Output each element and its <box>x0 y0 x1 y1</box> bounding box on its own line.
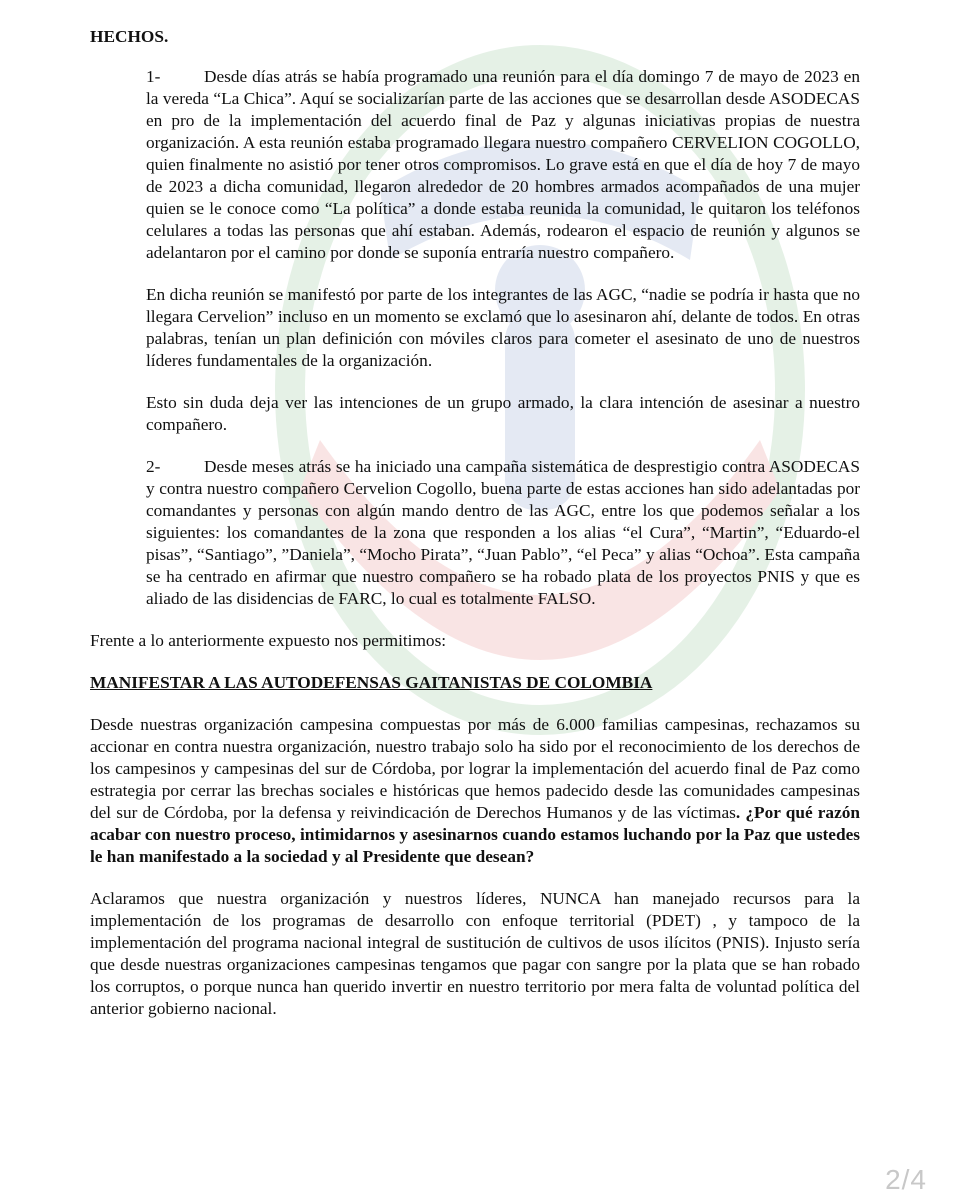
paragraph-meeting: En dicha reunión se manifestó por parte de los integrantes de las AGC, “nadie se podría ir hasta que no llegara Cervelion” incluso en un momento se exclamó que lo asesinaron ahí, delante de todos. En otras palabras, tenían un plan definición con móviles claros para cometer el asesinato de uno de nuestros líderes fundamentales de la organización. <box>146 285 860 370</box>
fact-text: Desde meses atrás se ha iniciado una campaña sistemática de desprestigio contra ASODECAS y contra nuestro compañero Cervelion Cogollo, buena parte de estas acciones han sido adelantadas por comandantes y personas con algún mando dentro de las AGC, entre los que podemos señalar a los siguientes: los comandantes de la zona que responden a los alias “el Cura”, “Martin”, “Eduardo-el pisas”, “Santiago”, ”Daniela”, “Mocho Pirata”, “Juan Pablo”, “el Peca” y alias “Ochoa”. Esta campaña se ha centrado en afirmar que nuestro compañero se ha robado plata de los proyectos PNIS y que es aliado de las disidencias de FARC, lo cual es totalmente FALSO. <box>146 457 860 608</box>
paragraph-intentions: Esto sin duda deja ver las intenciones de un grupo armado, la clara intención de asesinar a nuestro compañero. <box>146 393 860 434</box>
paragraph-rechazo-text: Desde nuestras organización campesina compuestas por más de 6.000 familias campesinas, rechazamos su accionar en contra nuestra organización, nuestro trabajo solo ha sido por el reconocimiento de los derechos de los campesinos y campesinas del sur de Córdoba, por lograr la implementación del acuerdo final de Paz como estrategia por cerrar las brechas sociales e históricas que hemos padecido desde las comunidades campesinas del sur de Córdoba, por la defensa y reivindicación de Derechos Humanos y de las víctimas <box>90 715 860 822</box>
section-heading: HECHOS. <box>90 27 169 46</box>
paragraph-rechazo <box>90 714 860 868</box>
fact-item-2 <box>146 456 860 610</box>
fact-text: Desde días atrás se había programado una reunión para el día domingo 7 de mayo de 2023 en la vereda “La Chica”. Aquí se socializarían parte de las acciones que se desarrollan desde ASODECAS en pro de la implementación del acuerdo final de Paz y algunas iniciativas propias de nuestra organización. A esta reunión estaba programado llegara nuestro compañero CERVELION COGOLLO, quien finalmente no asistió por tener otros compromisos. Lo grave está en que el día de hoy 7 de mayo de 2023 a dicha comunidad, llegaron alrededor de 20 hombres armados acompañados de una mujer quien se le conoce como “La política” a donde estaba reunida la comunidad, le quitaron los teléfonos celulares a todas las personas que ahí estaban. Además, rodearon el espacio de reunión y algunos se adelantaron por el camino por donde se suponía entraría nuestro compañero. <box>146 67 860 262</box>
page-counter: 2/4 <box>885 1164 927 1195</box>
paragraph-rechazo-question: . ¿Por qué razón acabar con nuestro proceso, intimidarnos y asesinarnos cuando estamos luchando por la Paz que ustedes le han manifestado a la sociedad y al Presidente que desean? <box>90 803 860 866</box>
fact-item-1 <box>146 66 860 264</box>
fact-number: 2- <box>146 457 161 476</box>
document-body <box>90 26 860 1020</box>
paragraph-aclaramos: Aclaramos que nuestra organización y nuestros líderes, NUNCA han manejado recursos para la implementación de los programas de desarrollo con enfoque territorial (PDET) , y tampoco de la implementación del programa nacional integral de sustitución de cultivos de usos ilícitos (PNIS). Injusto sería que desde nuestras organizaciones campesinas tengamos que pagar con sangre por la plata que se han robado los corruptos, o porque nunca han querido invertir en nuestro territorio por mera falta de voluntad política del anterior gobierno nacional. <box>90 889 860 1018</box>
paragraph-frente: Frente a lo anteriormente expuesto nos permitimos: <box>90 631 447 650</box>
manifest-heading: MANIFESTAR A LAS AUTODEFENSAS GAITANISTAS DE COLOMBIA <box>90 673 653 692</box>
fact-number: 1- <box>146 67 161 86</box>
